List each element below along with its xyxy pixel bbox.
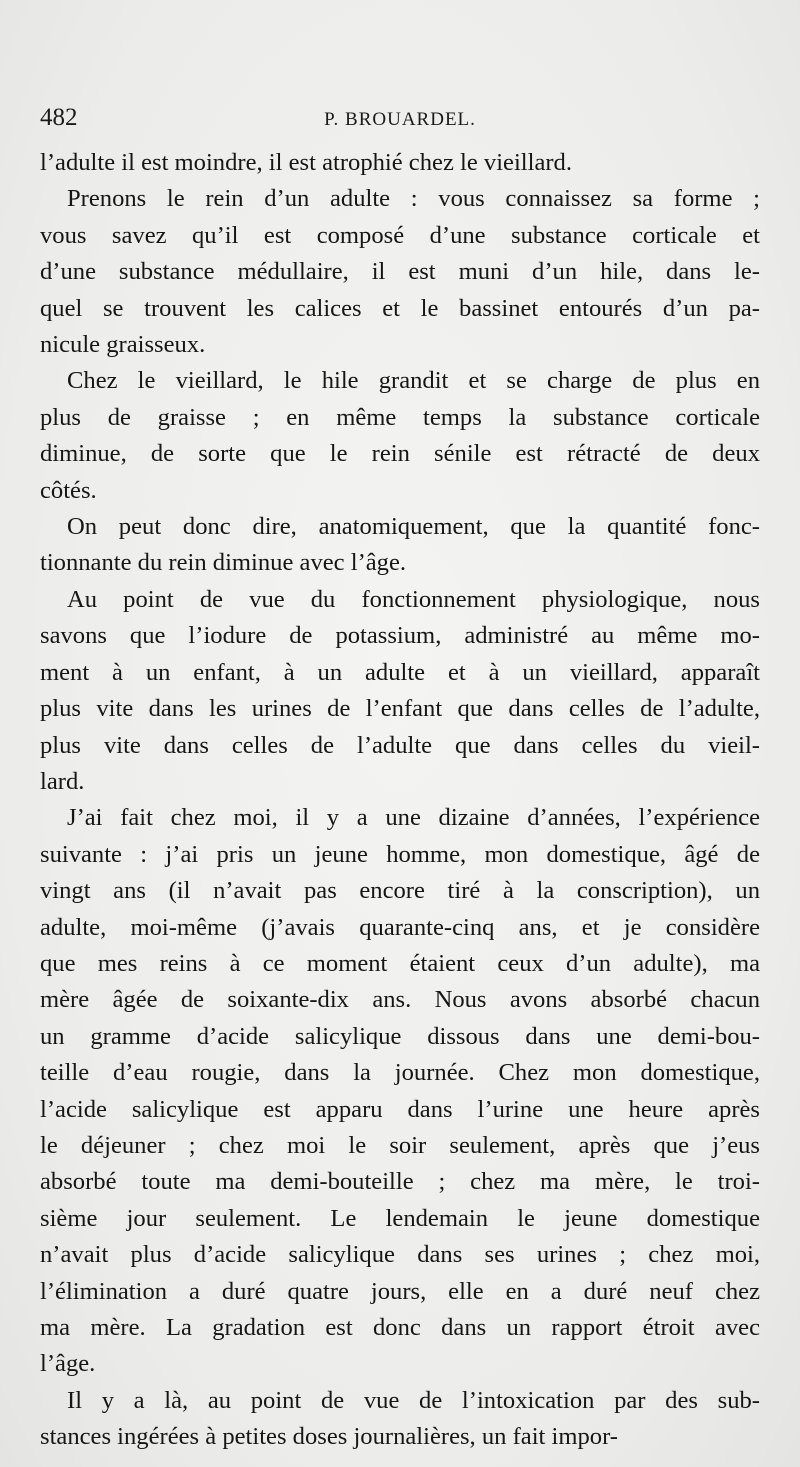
text-line: l’élimination a duré quatre jours, elle en a duré neuf chez xyxy=(40,1277,760,1305)
text-line: teille d’eau rougie, dans la journée. Chez mon domestique, xyxy=(40,1059,760,1087)
text-line: vingt ans (il n’avait pas encore tiré à la conscription), un xyxy=(40,877,760,905)
text-line: d’une substance médullaire, il est muni d’un hile, dans le- xyxy=(40,258,760,286)
running-head: P. BROUARDEL. xyxy=(324,109,476,130)
text-line: stances ingérées à petites doses journalières, un fait impor- xyxy=(40,1423,618,1451)
text-line: savons que l’iodure de potassium, administré au même mo- xyxy=(40,622,760,650)
page-number: 482 xyxy=(40,104,78,131)
paragraph xyxy=(40,363,760,509)
text-line: l’âge. xyxy=(40,1350,96,1378)
text-line: J’ai fait chez moi, il y a une dizaine d’années, l’expérience xyxy=(67,804,760,832)
body-text xyxy=(40,145,760,1456)
text-line: Chez le vieillard, le hile grandit et se charge de plus en xyxy=(67,367,760,395)
text-line: côtés. xyxy=(40,476,97,504)
paragraph xyxy=(40,800,760,1383)
paragraph xyxy=(40,1383,760,1456)
text-line: ment à un enfant, à un adulte et à un vieillard, apparaît xyxy=(40,658,760,686)
text-line: Prenons le rein d’un adulte : vous connaissez sa forme ; xyxy=(67,185,760,213)
text-line: Au point de vue du fonctionnement physiologique, nous xyxy=(67,585,760,613)
text-line: plus de graisse ; en même temps la substance corticale xyxy=(40,403,760,431)
text-line: suivante : j’ai pris un jeune homme, mon domestique, âgé de xyxy=(40,840,760,868)
text-line: mère âgée de soixante-dix ans. Nous avons absorbé chacun xyxy=(40,986,760,1014)
text-line: un gramme d’acide salicylique dissous dans une demi-bou- xyxy=(40,1022,760,1050)
text-line: On peut donc dire, anatomiquement, que la quantité fonc- xyxy=(67,513,760,541)
page-header xyxy=(40,100,760,136)
text-line: quel se trouvent les calices et le bassinet entourés d’un pa- xyxy=(40,294,760,322)
text-line: ma mère. La gradation est donc dans un rapport étroit avec xyxy=(40,1314,760,1341)
text-line: vous savez qu’il est composé d’une substance corticale et xyxy=(40,221,760,249)
text-line: plus vite dans les urines de l’enfant que dans celles de l’adulte, xyxy=(40,695,760,723)
text-line: n’avait plus d’acide salicylique dans ses urines ; chez moi, xyxy=(40,1241,760,1269)
text-line: lard. xyxy=(40,767,85,795)
text-line: Il y a là, au point de vue de l’intoxication par des sub- xyxy=(67,1386,760,1414)
text-line: absorbé toute ma demi-bouteille ; chez ma mère, le troi- xyxy=(40,1168,760,1196)
text-line: l’adulte il est moindre, il est atrophié chez le vieillard. xyxy=(40,149,572,176)
text-line: nicule graisseux. xyxy=(40,331,206,359)
text-line: plus vite dans celles de l’adulte que dans celles du vieil- xyxy=(40,731,760,759)
paragraph xyxy=(40,582,760,800)
text-line: l’acide salicylique est apparu dans l’urine une heure après xyxy=(40,1095,760,1123)
text-line: diminue, de sorte que le rein sénile est rétracté de deux xyxy=(40,440,760,468)
text-line: sième jour seulement. Le lendemain le jeune domestique xyxy=(40,1204,760,1232)
text-line: tionnante du rein diminue avec l’âge. xyxy=(40,549,407,577)
text-line: le déjeuner ; chez moi le soir seulement, après que j’eus xyxy=(40,1131,760,1159)
paragraph xyxy=(40,181,760,363)
paragraph xyxy=(40,145,760,181)
text-line: que mes reins à ce moment étaient ceux d’un adulte), ma xyxy=(40,949,760,977)
text-line: adulte, moi-même (j’avais quarante-cinq ans, et je considère xyxy=(40,913,760,941)
paragraph xyxy=(40,509,760,582)
